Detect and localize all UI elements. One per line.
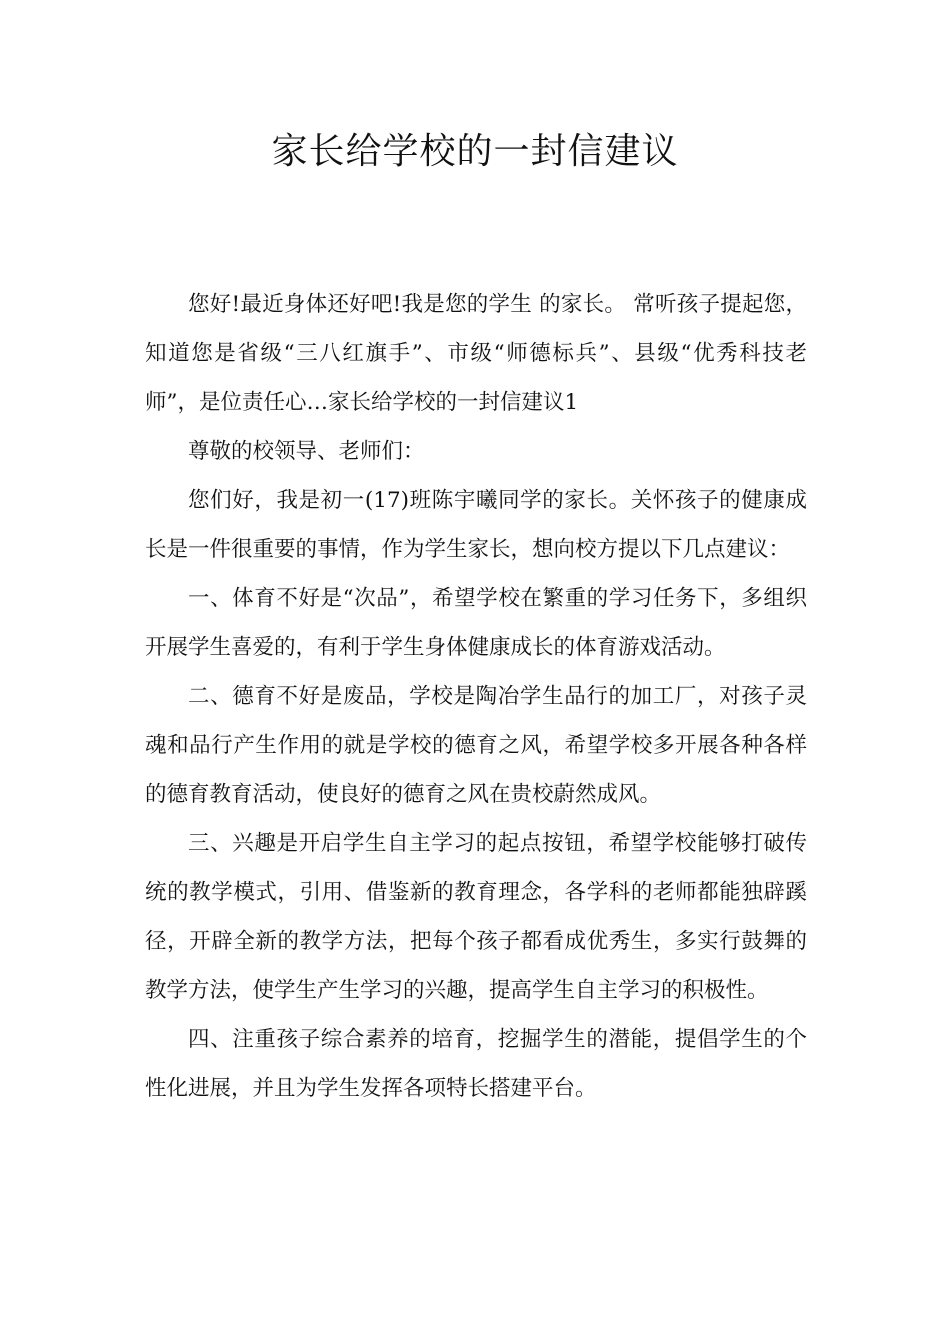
paragraph-introduction: 您们好，我是初一(17)班陈宇曦同学的家长。关怀孩子的健康成长是一件很重要的事情，作为学生家长，想向校方提以下几点建议： <box>145 488 807 562</box>
paragraph-greeting: 您好!最近身体还好吧!我是您的学生 的家长。 常听孩子提起您，知道您是省级“三八红旗手”、市级“师德标兵”、县级“优秀科技老师”，是位责任心…家长给学校的一封信建议1 <box>145 292 807 415</box>
paragraph-suggestion-2: 二、德育不好是废品，学校是陶冶学生品行的加工厂，对孩子灵魂和品行产生作用的就是学校的德育之风，希望学校多开展各种各样的德育教育活动，使良好的德育之风在贵校蔚然成风。 <box>145 684 807 807</box>
paragraph-suggestion-3: 三、兴趣是开启学生自主学习的起点按钮，希望学校能够打破传统的教学模式，引用、借鉴新的教育理念，各学科的老师都能独辟蹊径，开辟全新的教学方法，把每个孩子都看成优秀生，多实行鼓舞的教学方法，使学生产生学习的兴趣，提高学生自主学习的积极性。 <box>145 831 807 1003</box>
paragraph-salutation: 尊敬的校领导、老师们： <box>188 439 425 464</box>
paragraph-suggestion-4: 四、注重孩子综合素养的培育，挖掘学生的潜能，提倡学生的个性化进展，并且为学生发挥各项特长搭建平台。 <box>145 1027 807 1101</box>
document-body <box>145 280 807 1113</box>
paragraph-suggestion-1: 一、体育不好是“次品”，希望学校在繁重的学习任务下，多组织开展学生喜爱的，有利于学生身体健康成长的体育游戏活动。 <box>145 586 807 660</box>
document-title: 家长给学校的一封信建议 <box>271 131 679 172</box>
